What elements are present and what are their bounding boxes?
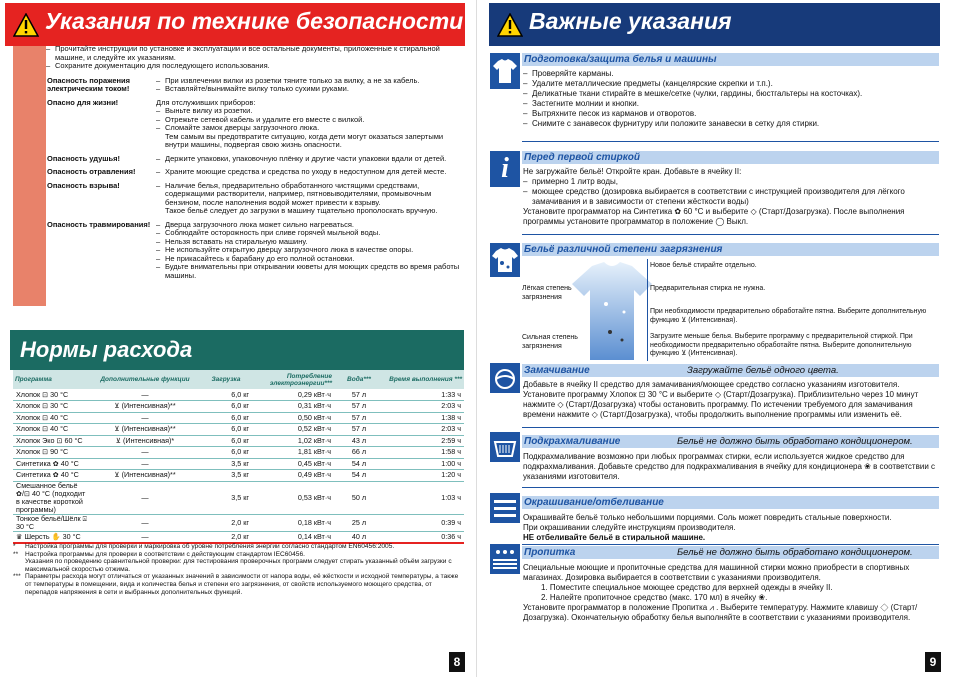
table-cell: 0,29 кВт·ч xyxy=(252,389,334,401)
page-number-right: 9 xyxy=(925,652,941,672)
table-cell: 1,02 кВт·ч xyxy=(252,435,334,447)
table-cell: ⊻ (Интенсивная)* xyxy=(90,435,200,447)
table-row xyxy=(13,412,464,424)
table-cell: 57 л xyxy=(334,401,384,413)
table-cell: 0,52 кВт·ч xyxy=(252,424,334,436)
impregnation-text: Специальные моющие и пропиточные средства для машинной стирки можно приобрести в спортивных магазинах. Дозировка выбирается в соответствии с указаниями производителя. 1. Поместите специальное моющее средство для верхней одежды в ячейку II. 2. Налейте пропиточное средство (макс. 170 мл) в ячейку ❀. Установите программатор в положение Пропитка ⩘ . Выберите температуру. Нажмите клавишу ◇ (Старт/Дозагрузка). Окончательную обработку белья выполняйте в соответствии с указаниями производителя. xyxy=(523,563,918,622)
table-cell: 6,0 кг xyxy=(200,447,252,459)
safety-row-life: Опасно для жизни! Для отслуживших приборов: – Выньте вилку из розетки. – Отрежьте сетевой кабель и удалите его вместе с вилкой. – Сломайте замок дверцы загрузочного люка. Тем самым вы предотвратите ситуацию, когда дети могут оказаться запертыми внутри машины, подвергая свою жизнь опасности. xyxy=(46,99,464,150)
table-cell: 2:03 ч xyxy=(384,424,464,436)
dyeing-text: Окрашивайте бельё только небольшими порциями. Соль может повредить стальные поверхности. При окрашивании следуйте инструкциям производителя. НЕ отбеливайте бельё в стиральной машине. xyxy=(523,513,892,542)
table-cell: Хлопок Эко ⊡ 60 °C xyxy=(13,435,90,447)
table-notes xyxy=(13,543,463,596)
table-row xyxy=(13,424,464,436)
table-cell: 1:38 ч xyxy=(384,412,464,424)
table-cell: — xyxy=(90,412,200,424)
table-row xyxy=(13,435,464,447)
table-cell: 1:20 ч xyxy=(384,470,464,482)
divider xyxy=(522,427,939,428)
section-first-wash: Перед первой стиркой xyxy=(522,151,939,164)
notes-banner xyxy=(489,3,940,46)
table-cell: ⊻ (Интенсивная)** xyxy=(90,401,200,413)
dye-icon xyxy=(490,493,520,523)
table-row xyxy=(13,401,464,413)
table-cell: 6,0 кг xyxy=(200,401,252,413)
starch-icon xyxy=(490,432,520,462)
table-cell: 2:59 ч xyxy=(384,435,464,447)
table-cell: 0,50 кВт·ч xyxy=(252,412,334,424)
safety-row-electric: Опасность поражения электрическим током! – При извлечении вилки из розетки тяните только за вилку, а не за кабель. – Вставляйте/вынимайте вилку только сухими руками. xyxy=(46,77,464,94)
table-cell: Синтетика ✿ 40 °C xyxy=(13,470,90,482)
norms-banner xyxy=(10,330,464,370)
table-cell: Хлопок ⊡ 40 °C xyxy=(13,412,90,424)
intro-item: – Сохраните документацию для последующего использования. xyxy=(46,62,464,71)
safety-title: Указания по технике безопасности xyxy=(45,8,464,34)
table-cell: 50 л xyxy=(334,481,384,514)
table-cell: — xyxy=(90,458,200,470)
soaking-text: Добавьте в ячейку II средство для замачивания/моющее средство согласно указаниям изготовителя. Установите программу Хлопок ⊡ 30 °C и выберите ◇ (Старт/Дозагрузка). Приблизительно через 10 минут нажмите ◇ (Старт/Дозагрузка) чтобы остановить программу. По истечении требуемого для замачивания времени нажмите ◇ (Старт/Дозагрузка), чтобы продолжить выполнение программы или изменить её. xyxy=(523,380,919,419)
table-cell: 57 л xyxy=(334,389,384,401)
footnote: *** Параметры расхода могут отличаться от указанных значений в зависимости от напора воды, её жёсткости и исходной температуры, а также от температуры в помещении, вида и количества белья и степени его загрязнения, от свойств используемого моющего средства, от перепадов напряжения в сети и выбранных дополнительных функций. xyxy=(13,573,459,596)
section-soaking: Замачивание Загружайте бельё одного цвета. xyxy=(522,364,939,377)
table-cell: 40 л xyxy=(334,531,384,543)
section-soiling: Бельё различной степени загрязнения xyxy=(522,243,939,256)
preparation-list: – Проверяйте карманы. – Удалите металлические предметы (канцелярские скрепки и т.п.). – Деликатные ткани стирайте в мешке/сетке (чулки, гардины, бюстгальтеры на косточках). – Застегните молнии и кнопки. – Вытряхните песок из карманов и отворотов. – Снимите с занавесок фурнитуру или положите занавески в сетку для стирки. xyxy=(523,69,938,129)
safety-row-suffocation: Опасность удушья! – Держите упаковки, упаковочную плёнку и другие части упаковки вдали от детей. xyxy=(46,155,464,164)
table-cell: — xyxy=(90,514,200,531)
table-cell: 25 л xyxy=(334,514,384,531)
table-row xyxy=(13,447,464,459)
table-cell: 2,0 кг xyxy=(200,514,252,531)
footnote: ** Настройка программы для проверки в соответствии с действующим стандартом IEC60456. xyxy=(13,550,305,558)
table-cell: Смешанное бельё ✿/⊡ 40 °C (подходит в качестве короткой программы) xyxy=(13,481,90,514)
divider xyxy=(522,234,939,235)
table-cell: 66 л xyxy=(334,447,384,459)
table-cell: 6,0 кг xyxy=(200,412,252,424)
soak-icon xyxy=(490,363,520,393)
table-cell: Хлопок ⊡ 90 °C xyxy=(13,447,90,459)
section-dyeing: Окрашивание/отбеливание xyxy=(522,496,939,509)
table-row xyxy=(13,514,464,531)
table-cell: 2,0 кг xyxy=(200,531,252,543)
table-cell: 0,49 кВт·ч xyxy=(252,470,334,482)
shirt-icon xyxy=(490,53,520,89)
safety-block xyxy=(46,45,464,285)
table-cell: 3,5 кг xyxy=(200,458,252,470)
table-cell: — xyxy=(90,389,200,401)
safety-row-injury: Опасность травмирования! – Дверца загрузочного люка может сильно нагреваться. – Соблюдайте осторожность при сливе горячей мыльной воды. – Нельзя вставать на стиральную машину. – Не используйте открытую дверцу загрузочного люка в качестве опоры. – Не прикасайтесь к барабану до его полной остановки. – Будьте внимательны при открывании кюветы для моющих средств во время работы машины. xyxy=(46,221,464,281)
table-cell: Хлопок ⊡ 30 °C xyxy=(13,401,90,413)
table-cell: 1:33 ч xyxy=(384,389,464,401)
table-cell: — xyxy=(90,447,200,459)
table-cell: 0,45 кВт·ч xyxy=(252,458,334,470)
section-starching: Подкрахмаливание Бельё не должно быть обработано кондиционером. xyxy=(522,435,939,448)
table-cell: 0,14 кВт·ч xyxy=(252,531,334,543)
footnote: * Настройка программы для проверки и маркировка об уровне потребления энергии согласно стандартом EN60456:2005. xyxy=(13,543,395,550)
table-cell: Хлопок ⊡ 40 °C xyxy=(13,424,90,436)
diagram-axis xyxy=(647,259,648,361)
table-cell: 57 л xyxy=(334,412,384,424)
table-cell: ⊻ (Интенсивная)** xyxy=(90,470,200,482)
consumption-table xyxy=(13,370,464,544)
table-cell: 57 л xyxy=(334,424,384,436)
table-row xyxy=(13,531,464,543)
table-cell: Синтетика ✿ 40 °C xyxy=(13,458,90,470)
table-cell: Тонкое бельё/Шёлк ⍓ 30 °C xyxy=(13,514,90,531)
soiling-diagram: Новое бельё стирайте отдельно. Лёгкая степень загрязнения Предварительная стирка не нужна. При необходимости предварительно обработайте пятна. Выберите дополнительную функцию ⊻ (Интенсивная). Сильная степень загрязнения Загрузите меньше белья. Выберите программу с предварительной стиркой. При необходимости предварительно обработайте пятна. Выберите дополнительную функцию ⊻ (Интенсивная). xyxy=(522,259,939,367)
page-divider xyxy=(476,0,477,677)
impregnation-icon xyxy=(490,544,520,574)
table-cell: 0:39 ч xyxy=(384,514,464,531)
section-impregnation: Пропитка Бельё не должно быть обработано кондиционером. xyxy=(522,546,939,559)
divider xyxy=(522,487,939,488)
table-cell: 3,5 кг xyxy=(200,481,252,514)
table-cell: 1,81 кВт·ч xyxy=(252,447,334,459)
table-cell: 6,0 кг xyxy=(200,424,252,436)
table-cell: 43 л xyxy=(334,435,384,447)
safety-banner xyxy=(5,3,465,46)
table-row xyxy=(13,470,464,482)
first-wash-text: Не загружайте бельё! Откройте кран. Добавьте в ячейку II: – примерно 1 литр воды, – моющее средство (дозировка выбирается в соответствии с инструкцией производителя для лёгкого замачивания и в зависимости от степени жёсткости воды) Установите программатор на Синтетика ✿ 60 °C и выберите ◇ (Старт/Дозагрузка). После выполнения программы установите программатор в положение ◯ Выкл. xyxy=(523,167,938,227)
table-cell: 0,18 кВт·ч xyxy=(252,514,334,531)
section-preparation: Подготовка/защита белья и машины xyxy=(522,53,939,66)
info-icon: i xyxy=(490,151,520,187)
warning-icon xyxy=(497,13,523,37)
intro-item: – Прочитайте инструкции по установке и эксплуатации и все остальные документы, приложенные к стиральной машине, и следуйте их указаниям. xyxy=(46,45,464,62)
shirt-diagram xyxy=(570,262,655,362)
table-cell: 6,0 кг xyxy=(200,389,252,401)
divider xyxy=(522,544,939,545)
safety-strip xyxy=(13,46,46,306)
table-cell: 54 л xyxy=(334,458,384,470)
table-cell: — xyxy=(90,531,200,543)
safety-row-poison: Опасность отравления! – Храните моющие средства и средства по уходу в недоступном для детей месте. xyxy=(46,168,464,177)
table-cell: 1:03 ч xyxy=(384,481,464,514)
table-cell: 3,5 кг xyxy=(200,470,252,482)
divider xyxy=(522,141,939,142)
safety-row-explosion: Опасность взрыва! – Наличие белья, предварительно обработанного чистящими средствами, содержащими растворители, например, пятновыводителями, промывочным бензином, после наполнения водой может привести к взрыву. Такое бельё следует до загрузки в машину тщательно прополоскать вручную. xyxy=(46,182,464,216)
table-cell: ⊻ (Интенсивная)** xyxy=(90,424,200,436)
table-cell: 0,31 кВт·ч xyxy=(252,401,334,413)
table-cell: 0,53 кВт·ч xyxy=(252,481,334,514)
table-cell: 54 л xyxy=(334,470,384,482)
table-cell: ♛ Шерсть ✋ 30 °C xyxy=(13,531,90,543)
table-cell: — xyxy=(90,481,200,514)
table-cell: Хлопок ⊡ 30 °C xyxy=(13,389,90,401)
table-cell: 0:36 ч xyxy=(384,531,464,543)
page-number-left: 8 xyxy=(449,652,465,672)
table-cell: 2:03 ч xyxy=(384,401,464,413)
footnote: Указания по проведению сравнительной проверки: для тестирования проверочных программ следует стирать указанный объём загрузки с максимальной скоростью отжима. xyxy=(25,558,452,573)
table-row xyxy=(13,458,464,470)
table-header: Программа Дополнительные функции Загрузка Потребление электроэнергии*** Вода*** Время выполнения *** xyxy=(13,370,464,389)
notes-title: Важные указания xyxy=(529,8,732,34)
norms-title: Нормы расхода xyxy=(20,337,193,362)
starching-text: Подкрахмаливание возможно при любых программах стирки, если используется жидкое средство для подкрахмаливания. Добавьте средство для подкрахмаливания в ячейку для кондиционера ❀ в соответствии с указаниями изготовителя. xyxy=(523,452,936,481)
table-cell: 1:00 ч xyxy=(384,458,464,470)
table-row xyxy=(13,389,464,401)
table-cell: 1:58 ч xyxy=(384,447,464,459)
stained-shirt-icon xyxy=(490,243,520,277)
table-cell: 6,0 кг xyxy=(200,435,252,447)
table-row xyxy=(13,481,464,514)
warning-icon xyxy=(13,13,39,37)
